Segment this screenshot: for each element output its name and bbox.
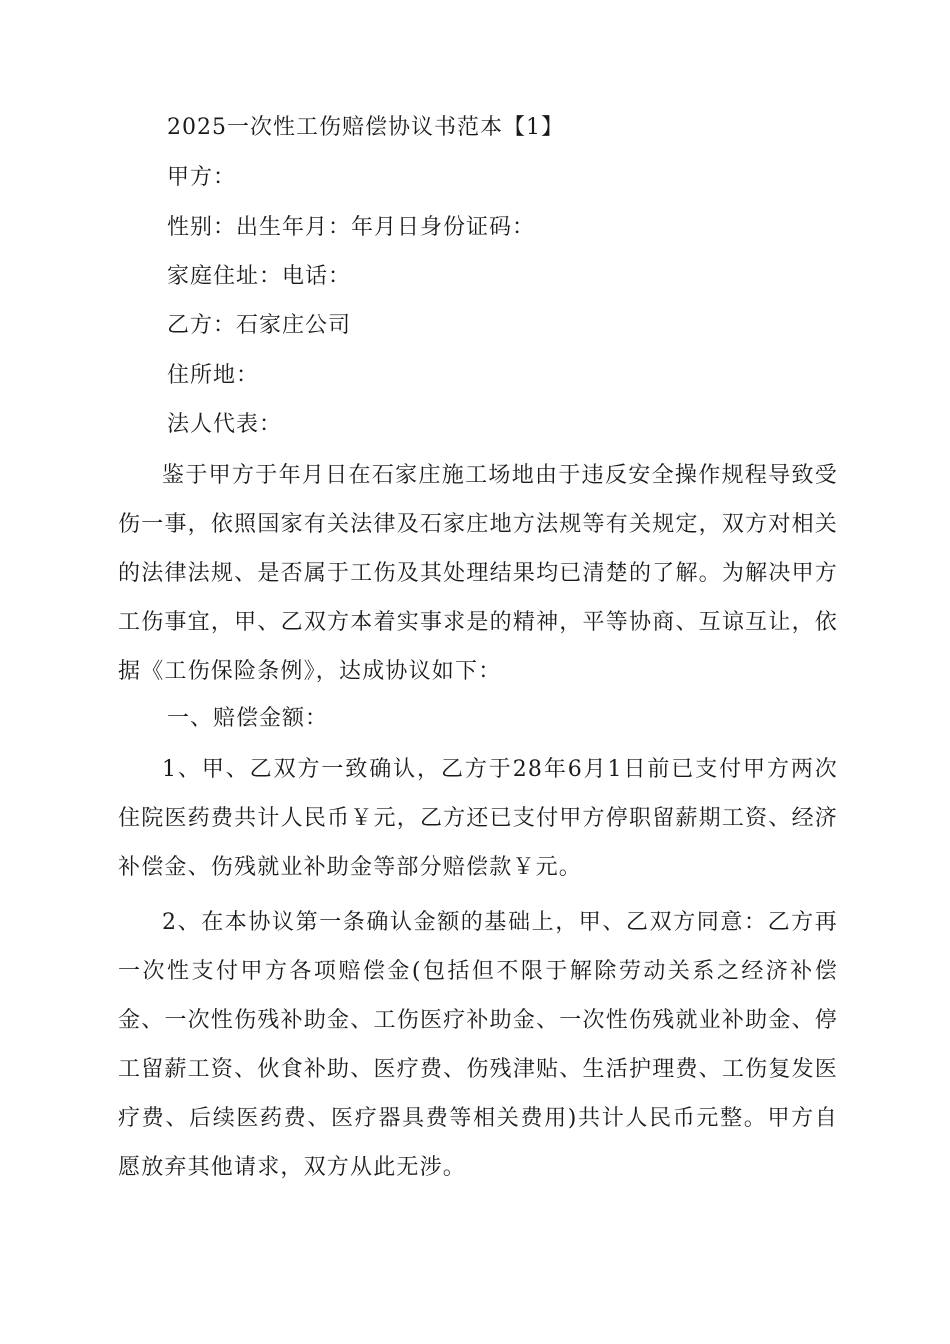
address-phone-line: 家庭住址：电话： — [167, 264, 352, 289]
section-1-heading: 一、赔偿金额： — [167, 706, 329, 731]
clause-1-paragraph: 1、甲、乙双方一致确认，乙方于28年6月1日前已支付甲方两次住院医药费共计人民币￥元，乙方还已支付甲方停职留薪期工资、经济补偿金、伤残就业补助金等部分赔偿款￥元。 — [118, 757, 838, 880]
party-a-label: 甲方： — [167, 165, 237, 190]
document-title: 2025一次性工伤赔偿协议书范本【1】 — [167, 115, 564, 140]
intro-paragraph: 鉴于甲方于年月日在石家庄施工场地由于违反安全操作规程导致受伤一事，依照国家有关法律及石家庄地方法规等有关规定，双方对相关的法律法规、是否属于工伤及其处理结果均已清楚的了解。为解决甲方工伤事宜，甲、乙双方本着实事求是的精神，平等协商、互谅互让，依据《工伤保险条例》，达成协议如下： — [118, 463, 838, 684]
clause-2-paragraph: 2、在本协议第一条确认金额的基础上，甲、乙双方同意：乙方再一次性支付甲方各项赔偿金(包括但不限于解除劳动关系之经济补偿金、一次性伤残补助金、工伤医疗补助金、一次性伤残就业补助金、停工留薪工资、伙食补助、医疗费、伤残津贴、生活护理费、工伤复发医疗费、后续医药费、医疗器具费等相关费用)共计人民币元整。甲方自愿放弃其他请求，双方从此无涉。 — [118, 910, 838, 1180]
party-b-line: 乙方：石家庄公司 — [167, 313, 352, 338]
legal-rep-line: 法人代表： — [167, 412, 283, 437]
domicile-line: 住所地： — [167, 363, 260, 388]
gender-birth-id-line: 性别：出生年月：年月日身份证码： — [167, 215, 536, 240]
